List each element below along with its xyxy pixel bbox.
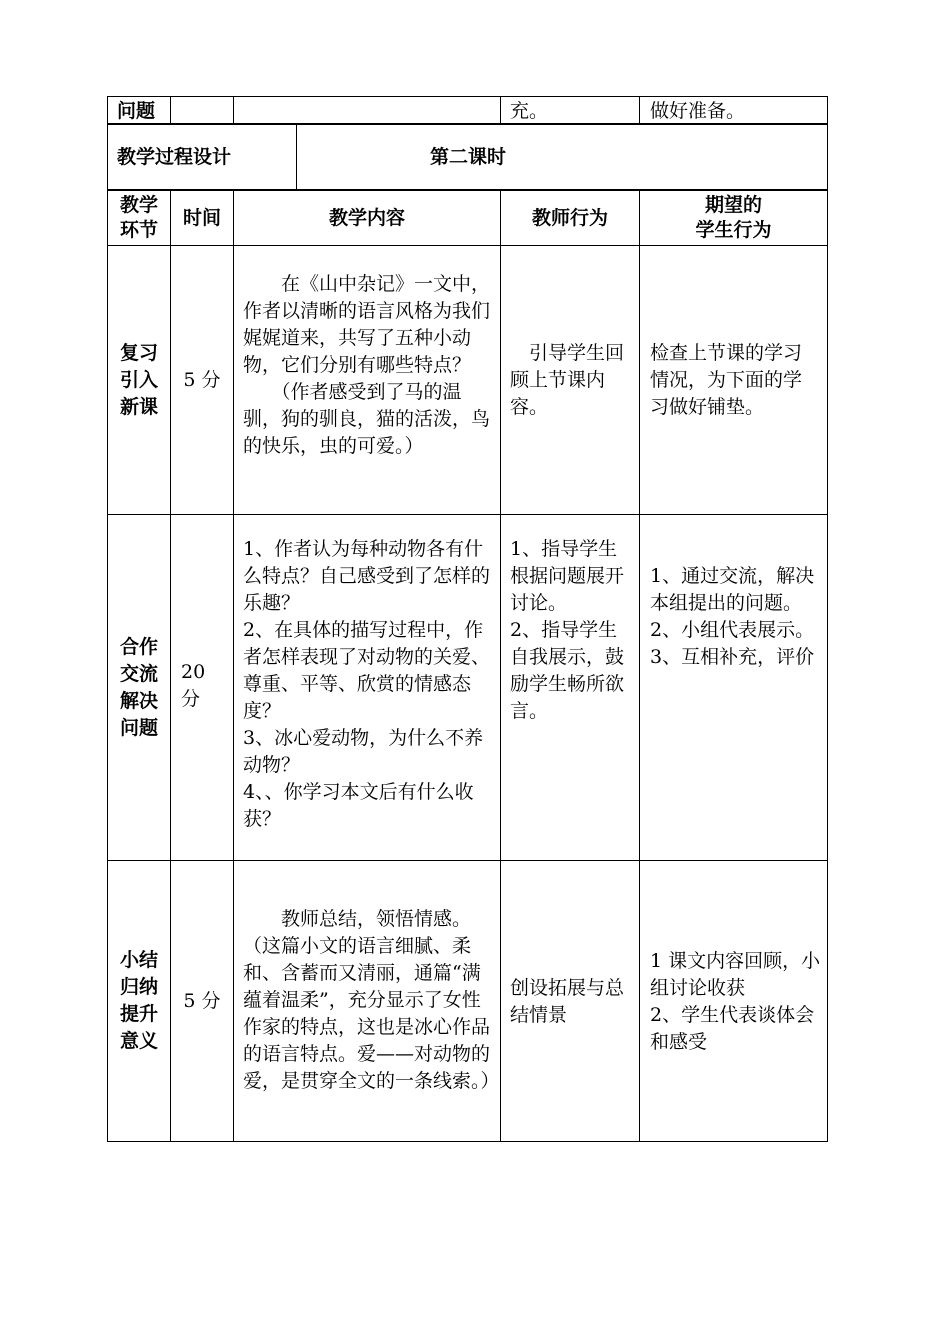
top-row-student: 做好准备。 (650, 100, 746, 122)
row2-student: 1、通过交流，解决本组提出的问题。 2、小组代表展示。 3、互相补充，评价 (650, 565, 815, 668)
row2-teacher: 1、指导学生根据问题展开讨论。 2、指导学生自我展示，鼓励学生畅所欲言。 (510, 538, 625, 722)
row1-stage: 复习 引入 新课 (119, 341, 158, 418)
rule (827, 96, 828, 1142)
design-label: 教学过程设计 (117, 145, 232, 168)
row2-content: 1、作者认为每种动物各有什么特点？自己感受到了怎样的乐趣？ 2、在具体的描写过程中，作者怎样表现了对动物的关爱、尊重、平等、欣赏的情感态度？ 3、冰心爱动物，为什么不养动物？ 4、、你学习本文后有什么收获？ (243, 538, 491, 830)
header-stage: 教学 环节 (119, 194, 158, 241)
rule (296, 124, 297, 190)
row3-time: 5 分 (183, 989, 221, 1012)
rule (639, 96, 640, 124)
rule (107, 514, 828, 515)
row3-teacher: 创设拓展与总结情景 (510, 977, 625, 1026)
header-content: 教学内容 (328, 206, 405, 229)
rule (639, 190, 640, 1142)
row3-student: 1 课文内容回顾，小组讨论收获 2、学生代表谈体会和感受 (650, 950, 821, 1053)
row2-stage: 合作 交流 解决 问题 (119, 635, 158, 739)
top-row-label: 问题 (117, 100, 156, 122)
rule (233, 190, 234, 1142)
row1-content: 在《山中杂记》一文中，作者以清晰的语言风格为我们娓娓道来，共写了五种小动物，它们分别有哪些特点？ （作者感受到了马的温驯，狗的驯良，猫的活泼，鸟的快乐，虫的可爱。） (243, 273, 491, 457)
header-student: 期望的 学生行为 (695, 194, 772, 241)
row2-time: 20 分 (181, 661, 206, 710)
header-time: 时间 (182, 206, 221, 229)
rule (500, 96, 501, 124)
rule (107, 96, 828, 97)
rule (170, 96, 171, 124)
row3-stage: 小结 归纳 提升 意义 (119, 949, 158, 1052)
session-title: 第二课时 (430, 145, 507, 168)
rule (233, 96, 234, 124)
row1-teacher: 引导学生回顾上节课内容。 (510, 342, 625, 418)
rule (500, 190, 501, 1142)
row1-time: 5 分 (183, 368, 221, 391)
rule (107, 1141, 828, 1142)
header-teacher: 教师行为 (531, 206, 608, 229)
row1-student: 检查上节课的学习情况，为下面的学习做好铺垫。 (650, 342, 803, 418)
top-row-teacher: 充。 (510, 100, 549, 122)
row3-content: 教师总结，领悟情感。 （这篇小文的语言细腻、柔和、含蓄而又清丽，通篇“满蕴着温柔”，充分显示了女性作家的特点，这也是冰心作品的语言特点。爱——对动物的爱，是贯穿全文的一条线索。） (243, 908, 500, 1092)
